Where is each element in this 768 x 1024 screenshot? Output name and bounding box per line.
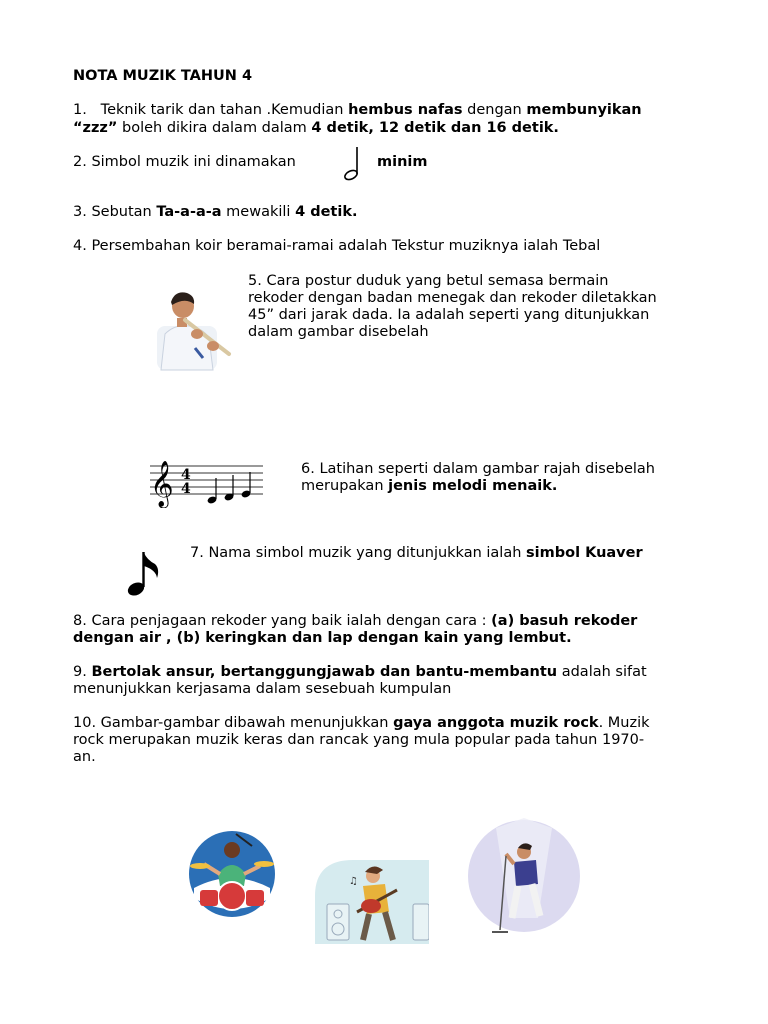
item-4: 4. Persembahan koir beramai-ramai adalah Tekstur muziknya ialah Tebal	[73, 238, 601, 254]
item-2-text: 2. Simbol muzik ini dinamakan	[73, 154, 296, 170]
minim-note-icon	[340, 145, 364, 183]
item-1-line-1: 1. Teknik tarik dan tahan .Kemudian hembus nafas dengan membunyikan	[73, 102, 642, 118]
item-6-text: 6. Latihan seperti dalam gambar rajah disebelah merupakan jenis melodi menaik.	[301, 461, 655, 494]
item-8-line-1: 8. Cara penjagaan rekoder yang baik ialah dengan cara : (a) basuh rekoder	[73, 613, 638, 629]
item-5-text: 5. Cara postur duduk yang betul semasa bermain rekoder dengan badan menegak dan rekoder diletakkan 45” dari jarak dada. Ia adalah seperti yang ditunjukkan dalam gambar disebelah	[248, 273, 657, 340]
singer-illustration	[466, 818, 582, 936]
item-10-line-1: 10. Gambar-gambar dibawah menunjukkan gaya anggota muzik rock. Muzik	[73, 715, 650, 731]
svg-text:4: 4	[181, 481, 191, 497]
page-title: NOTA MUZIK TAHUN 4	[73, 68, 253, 84]
item-10-line-3: an.	[73, 749, 96, 765]
quaver-note-icon	[125, 548, 161, 598]
item-1-line-2: “zzz” boleh dikira dalam dalam 4 detik, 12 detik dan 16 detik.	[73, 120, 559, 136]
item-3: 3. Sebutan Ta-a-a-a mewakili 4 detik.	[73, 204, 358, 220]
svg-text:𝄞: 𝄞	[150, 461, 174, 507]
drummer-illustration	[186, 828, 278, 918]
svg-text:♫: ♫	[349, 876, 358, 887]
item-9-line-2: menunjukkan kerjasama dalam sesebuah kumpulan	[73, 681, 452, 697]
item-10-line-2: rock merupakan muzik keras dan rancak yang mula popular pada tahun 1970-	[73, 732, 645, 748]
item-7-text: 7. Nama simbol muzik yang ditunjukkan ialah simbol Kuaver	[190, 545, 643, 561]
music-staff-image	[148, 452, 266, 508]
guitarist-illustration	[313, 856, 429, 944]
item-8-line-2: dengan air , (b) keringkan dan lap dengan kain yang lembut.	[73, 630, 572, 646]
boy-playing-recorder-image	[155, 288, 235, 372]
item-2-answer: minim	[377, 154, 428, 170]
svg-text:4: 4	[181, 467, 191, 483]
item-9-line-1: 9. Bertolak ansur, bertanggungjawab dan bantu-membantu adalah sifat	[73, 664, 647, 680]
